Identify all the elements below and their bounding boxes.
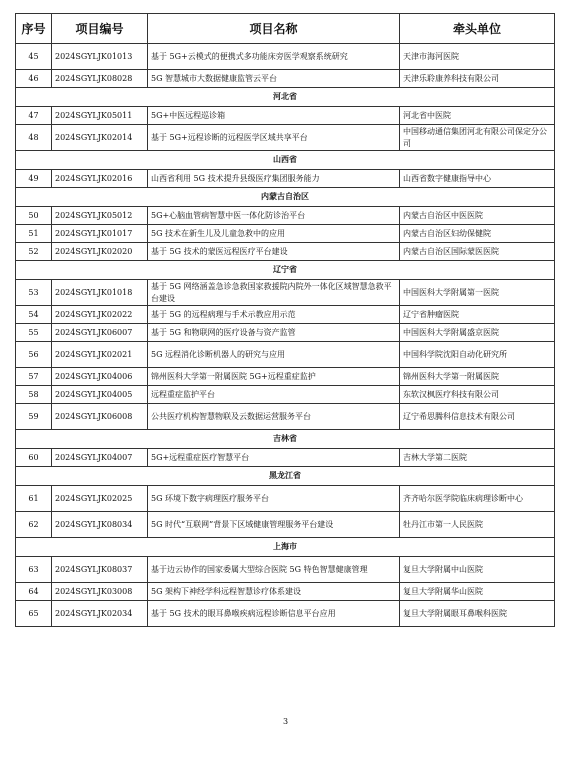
cell-name: 5G+中医远程巡诊箱 (148, 107, 400, 125)
province-heading: 山西省 (16, 151, 555, 170)
table-row (16, 306, 555, 324)
cell-unit: 复旦大学附属华山医院 (400, 583, 555, 601)
cell-code: 2024SGYLJK06008 (52, 404, 148, 430)
cell-no: 61 (16, 486, 52, 512)
project-table (15, 13, 555, 627)
table-body (16, 44, 555, 627)
cell-unit: 复旦大学附属中山医院 (400, 557, 555, 583)
cell-no: 59 (16, 404, 52, 430)
cell-no: 57 (16, 368, 52, 386)
cell-name: 基于 5G 网络涵盖急诊急救国家救援院内院外一体化区域智慧急救平台建设 (148, 280, 400, 306)
cell-code: 2024SGYLJK01018 (52, 280, 148, 306)
cell-no: 49 (16, 170, 52, 188)
cell-unit: 中国移动通信集团河北有限公司保定分公司 (400, 125, 555, 151)
cell-name: 基于 5G+云模式的便携式多功能床旁医学观察系统研究 (148, 44, 400, 70)
cell-name: 基于边云协作的国家委属大型综合医院 5G 特色智慧健康管理 (148, 557, 400, 583)
cell-name: 5G 时代“互联网”背景下区域健康管理服务平台建设 (148, 512, 400, 538)
cell-name: 远程重症监护平台 (148, 386, 400, 404)
table-row (16, 107, 555, 125)
table-row (16, 280, 555, 306)
cell-unit: 山西省数字健康指导中心 (400, 170, 555, 188)
table-header-row (16, 14, 555, 44)
province-row (16, 467, 555, 486)
cell-name: 基于 5G 和物联网的医疗设备与资产监管 (148, 324, 400, 342)
province-row (16, 88, 555, 107)
cell-no: 51 (16, 225, 52, 243)
cell-unit: 中国科学院沈阳自动化研究所 (400, 342, 555, 368)
province-row (16, 430, 555, 449)
province-heading: 辽宁省 (16, 261, 555, 280)
cell-code: 2024SGYLJK05012 (52, 207, 148, 225)
cell-no: 64 (16, 583, 52, 601)
cell-name: 基于 5G 的远程病理与手术示教应用示范 (148, 306, 400, 324)
table-row (16, 512, 555, 538)
cell-code: 2024SGYLJK02025 (52, 486, 148, 512)
table-row (16, 449, 555, 467)
cell-name: 基于 5G 技术的蒙医远程医疗平台建设 (148, 243, 400, 261)
cell-code: 2024SGYLJK08037 (52, 557, 148, 583)
table-row (16, 486, 555, 512)
cell-unit: 辽宁希思腾科信息技术有限公司 (400, 404, 555, 430)
cell-no: 46 (16, 70, 52, 88)
cell-code: 2024SGYLJK06007 (52, 324, 148, 342)
cell-no: 65 (16, 601, 52, 627)
province-row (16, 538, 555, 557)
cell-no: 60 (16, 449, 52, 467)
cell-name: 5G 环境下数字病理医疗服务平台 (148, 486, 400, 512)
table-row (16, 207, 555, 225)
table-row (16, 125, 555, 151)
cell-name: 5G+远程重症医疗智慧平台 (148, 449, 400, 467)
cell-code: 2024SGYLJK02020 (52, 243, 148, 261)
cell-code: 2024SGYLJK04005 (52, 386, 148, 404)
cell-code: 2024SGYLJK08034 (52, 512, 148, 538)
table-row (16, 70, 555, 88)
cell-code: 2024SGYLJK04007 (52, 449, 148, 467)
cell-code: 2024SGYLJK01013 (52, 44, 148, 70)
cell-name: 锦州医科大学第一附属医院 5G+远程重症监护 (148, 368, 400, 386)
cell-name: 5G+心脑血管病智慧中医一体化防诊治平台 (148, 207, 400, 225)
table-row (16, 601, 555, 627)
province-heading: 吉林省 (16, 430, 555, 449)
cell-unit: 中国医科大学附属盛京医院 (400, 324, 555, 342)
page-number: 3 (282, 717, 289, 726)
cell-name: 5G 技术在新生儿及儿童急救中的应用 (148, 225, 400, 243)
cell-name: 基于 5G+远程诊断的远程医学区域共享平台 (148, 125, 400, 151)
cell-name: 5G 架构下神经学科远程智慧诊疗体系建设 (148, 583, 400, 601)
table-row (16, 170, 555, 188)
cell-unit: 天津乐聆康养科技有限公司 (400, 70, 555, 88)
cell-code: 2024SGYLJK02014 (52, 125, 148, 151)
cell-no: 63 (16, 557, 52, 583)
table-row (16, 386, 555, 404)
cell-name: 山西省利用 5G 技术提升县级医疗集团服务能力 (148, 170, 400, 188)
table-row (16, 557, 555, 583)
cell-unit: 内蒙古自治区中医医院 (400, 207, 555, 225)
province-row (16, 151, 555, 170)
cell-no: 54 (16, 306, 52, 324)
header-name: 项目名称 (148, 14, 400, 44)
cell-no: 47 (16, 107, 52, 125)
table-row (16, 44, 555, 70)
table-row (16, 583, 555, 601)
cell-code: 2024SGYLJK04006 (52, 368, 148, 386)
cell-code: 2024SGYLJK05011 (52, 107, 148, 125)
province-row (16, 261, 555, 280)
cell-name: 公共医疗机构智慧物联及云数据运营服务平台 (148, 404, 400, 430)
table-row (16, 324, 555, 342)
cell-unit: 锦州医科大学第一附属医院 (400, 368, 555, 386)
header-unit: 牵头单位 (400, 14, 555, 44)
province-heading: 内蒙古自治区 (16, 188, 555, 207)
cell-unit: 中国医科大学附属第一医院 (400, 280, 555, 306)
province-heading: 黑龙江省 (16, 467, 555, 486)
cell-unit: 东软汉枫医疗科技有限公司 (400, 386, 555, 404)
table-row (16, 404, 555, 430)
cell-unit: 河北省中医院 (400, 107, 555, 125)
cell-no: 62 (16, 512, 52, 538)
cell-name: 5G 智慧城市大数据健康监管云平台 (148, 70, 400, 88)
cell-name: 基于 5G 技术的眼耳鼻喉疾病远程诊断信息平台应用 (148, 601, 400, 627)
header-code: 项目编号 (52, 14, 148, 44)
cell-code: 2024SGYLJK03008 (52, 583, 148, 601)
cell-code: 2024SGYLJK02034 (52, 601, 148, 627)
cell-unit: 辽宁省肿瘤医院 (400, 306, 555, 324)
cell-unit: 内蒙古自治区妇幼保健院 (400, 225, 555, 243)
table-row (16, 342, 555, 368)
cell-unit: 复旦大学附属眼耳鼻喉科医院 (400, 601, 555, 627)
cell-unit: 吉林大学第二医院 (400, 449, 555, 467)
cell-no: 45 (16, 44, 52, 70)
cell-code: 2024SGYLJK08028 (52, 70, 148, 88)
cell-unit: 天津市海河医院 (400, 44, 555, 70)
cell-unit: 牡丹江市第一人民医院 (400, 512, 555, 538)
cell-no: 53 (16, 280, 52, 306)
header-no: 序号 (16, 14, 52, 44)
cell-code: 2024SGYLJK02022 (52, 306, 148, 324)
cell-no: 48 (16, 125, 52, 151)
cell-code: 2024SGYLJK02016 (52, 170, 148, 188)
table-row (16, 368, 555, 386)
cell-code: 2024SGYLJK01017 (52, 225, 148, 243)
cell-no: 55 (16, 324, 52, 342)
cell-unit: 内蒙古自治区国际蒙医医院 (400, 243, 555, 261)
province-heading: 上海市 (16, 538, 555, 557)
cell-no: 52 (16, 243, 52, 261)
table-row (16, 225, 555, 243)
cell-unit: 齐齐哈尔医学院临床病理诊断中心 (400, 486, 555, 512)
province-row (16, 188, 555, 207)
cell-no: 56 (16, 342, 52, 368)
table-row (16, 243, 555, 261)
cell-name: 5G 远程消化诊断机器人的研究与应用 (148, 342, 400, 368)
cell-no: 58 (16, 386, 52, 404)
province-heading: 河北省 (16, 88, 555, 107)
cell-code: 2024SGYLJK02021 (52, 342, 148, 368)
cell-no: 50 (16, 207, 52, 225)
